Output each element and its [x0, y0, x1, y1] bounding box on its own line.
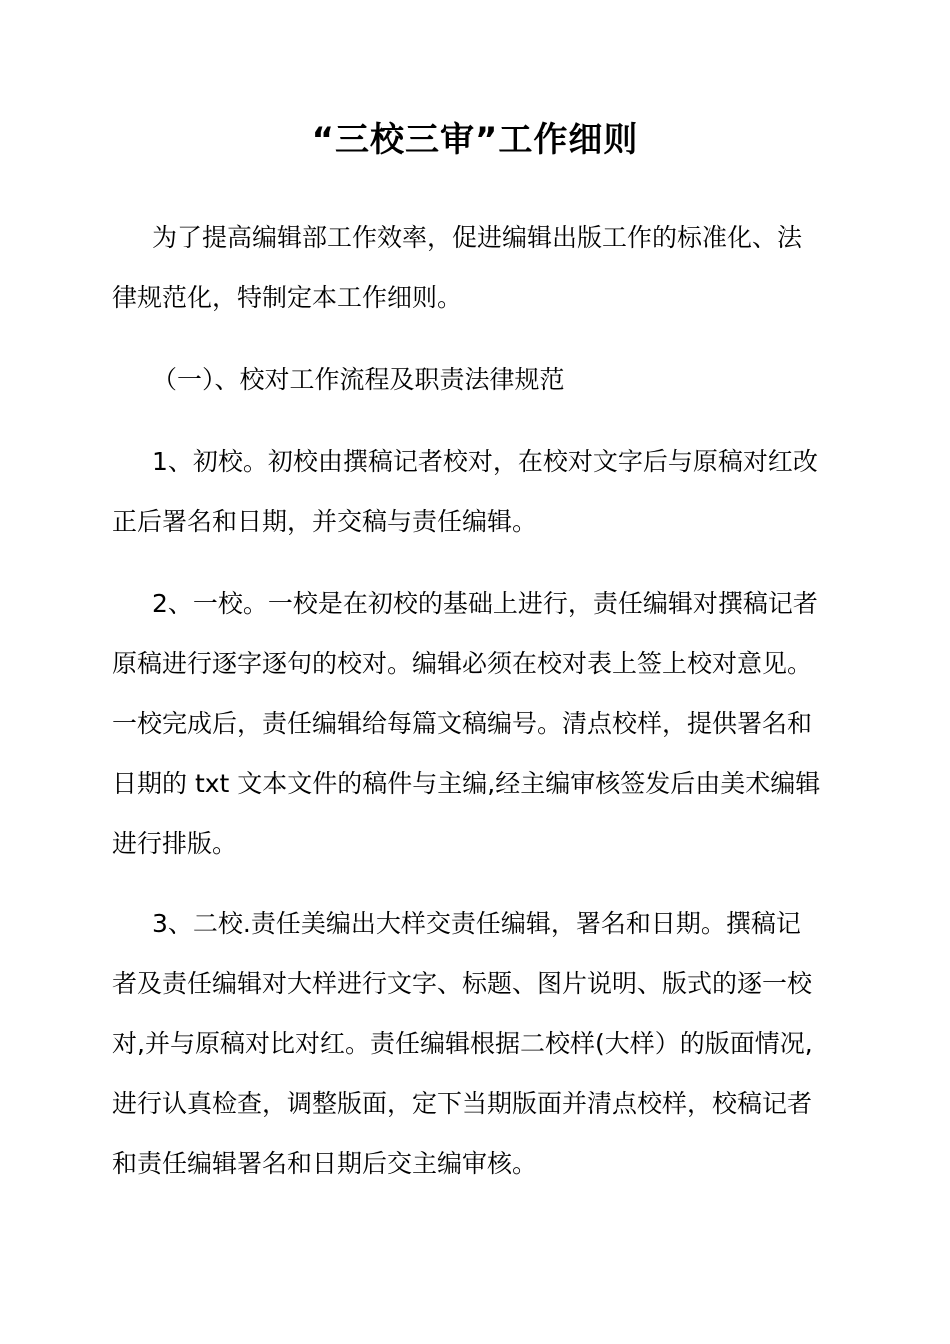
intro-line-2: 律规范化，特制定本工作细则。	[112, 283, 463, 312]
item-1-line-2: 正后署名和日期，并交稿与责任编辑。	[112, 507, 538, 536]
item-3-line-4: 进行认真检查，调整版面，定下当期版面并清点校样，校稿记者	[112, 1089, 813, 1118]
item-3-line-2: 者及责任编辑对大样进行文字、标题、图片说明、版式的逐一校	[112, 969, 813, 998]
item-3-line-3: 对,并与原稿对比对红。责任编辑根据二校样(大样）的版面情况,	[112, 1029, 813, 1058]
item-2-line-5: 进行排版。	[112, 829, 238, 858]
item-2-line-4: 日期的 txt 文本文件的稿件与主编,经主编审核签发后由美术编辑	[112, 769, 821, 798]
item-paragraph-3	[112, 894, 836, 1194]
item-paragraph-1	[112, 432, 836, 552]
item-2-line-1: 2、一校。一校是在初校的基础上进行，责任编辑对撰稿记者	[152, 589, 818, 618]
document-title: “三校三审”工作细则	[311, 120, 639, 160]
intro-paragraph	[112, 208, 836, 328]
item-2-line-2: 原稿进行逐字逐句的校对。编辑必须在校对表上签上校对意见。	[112, 649, 813, 678]
item-3-line-1: 3、二校.责任美编出大样交责任编辑，署名和日期。撰稿记	[152, 909, 801, 938]
section-heading: （一）、校对工作流程及职责法律规范	[152, 365, 565, 394]
item-3-line-5: 和责任编辑署名和日期后交主编审核。	[112, 1149, 538, 1178]
item-paragraph-2	[112, 574, 836, 874]
item-2-line-3: 一校完成后，责任编辑给每篇文稿编号。清点校样，提供署名和	[112, 709, 813, 738]
item-1-line-1: 1、初校。初校由撰稿记者校对，在校对文字后与原稿对红改	[152, 447, 818, 476]
intro-line-1: 为了提高编辑部工作效率，促进编辑出版工作的标准化、法	[152, 223, 803, 252]
